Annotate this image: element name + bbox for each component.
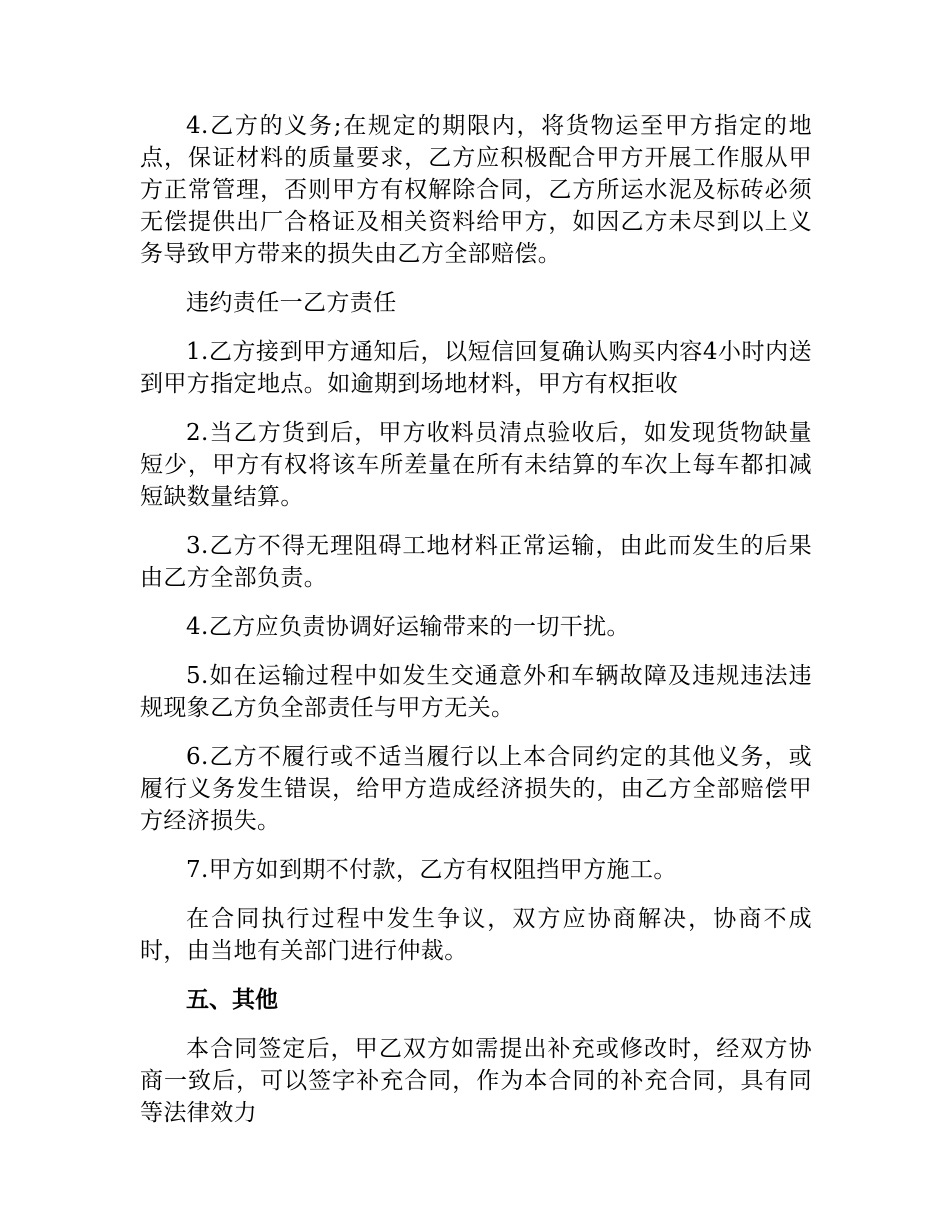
paragraph-clause-1: 1.乙方接到甲方通知后，以短信回复确认购买内容4小时内送到甲方指定地点。如逾期到场地材料，甲方有权拒收 [140,339,812,397]
paragraph-clause-3: 3.乙方不得无理阻碍工地材料正常运输，由此而发生的后果由乙方全部负责。 [140,533,812,591]
section-heading-other: 五、其他 [186,987,278,1013]
paragraph-clause-2: 2.当乙方货到后，甲方收料员清点验收后，如发现货物缺量短少，甲方有权将该车所差量在所有未结算的车次上每车都扣减短缺数量结算。 [140,420,812,510]
paragraph-dispute-resolution: 在合同执行过程中发生争议，双方应协商解决，协商不成时，由当地有关部门进行仲裁。 [140,906,812,964]
paragraph-clause-7: 7.甲方如到期不付款，乙方有权阻挡甲方施工。 [186,857,677,883]
paragraph-clause-6: 6.乙方不履行或不适当履行以上本合同约定的其他义务，或履行义务发生错误，给甲方造成经济损失的，由乙方全部赔偿甲方经济损失。 [140,744,812,834]
paragraph-clause-4: 4.乙方应负责协调好运输带来的一切干扰。 [186,614,630,640]
paragraph-breach-liability-title: 违约责任一乙方责任 [186,290,397,316]
paragraph-clause-5: 5.如在运输过程中如发生交通意外和车辆故障及违规违法违规现象乙方负全部责任与甲方无关。 [140,663,812,721]
document-page [140,110,812,1146]
paragraph-party-b-obligations: 4.乙方的义务;在规定的期限内，将货物运至甲方指定的地点，保证材料的质量要求，乙方应积极配合甲方开展工作服从甲方正常管理，否则甲方有权解除合同，乙方所运水泥及标砖必须无偿提供出厂合格证及相关资料给甲方，如因乙方未尽到以上义务导致甲方带来的损失由乙方全部赔偿。 [140,113,812,267]
paragraph-supplementary-contract: 本合同签定后，甲乙双方如需提出补充或修改时，经双方协商一致后，可以签字补充合同，作为本合同的补充合同，具有同等法律效力 [140,1036,812,1126]
